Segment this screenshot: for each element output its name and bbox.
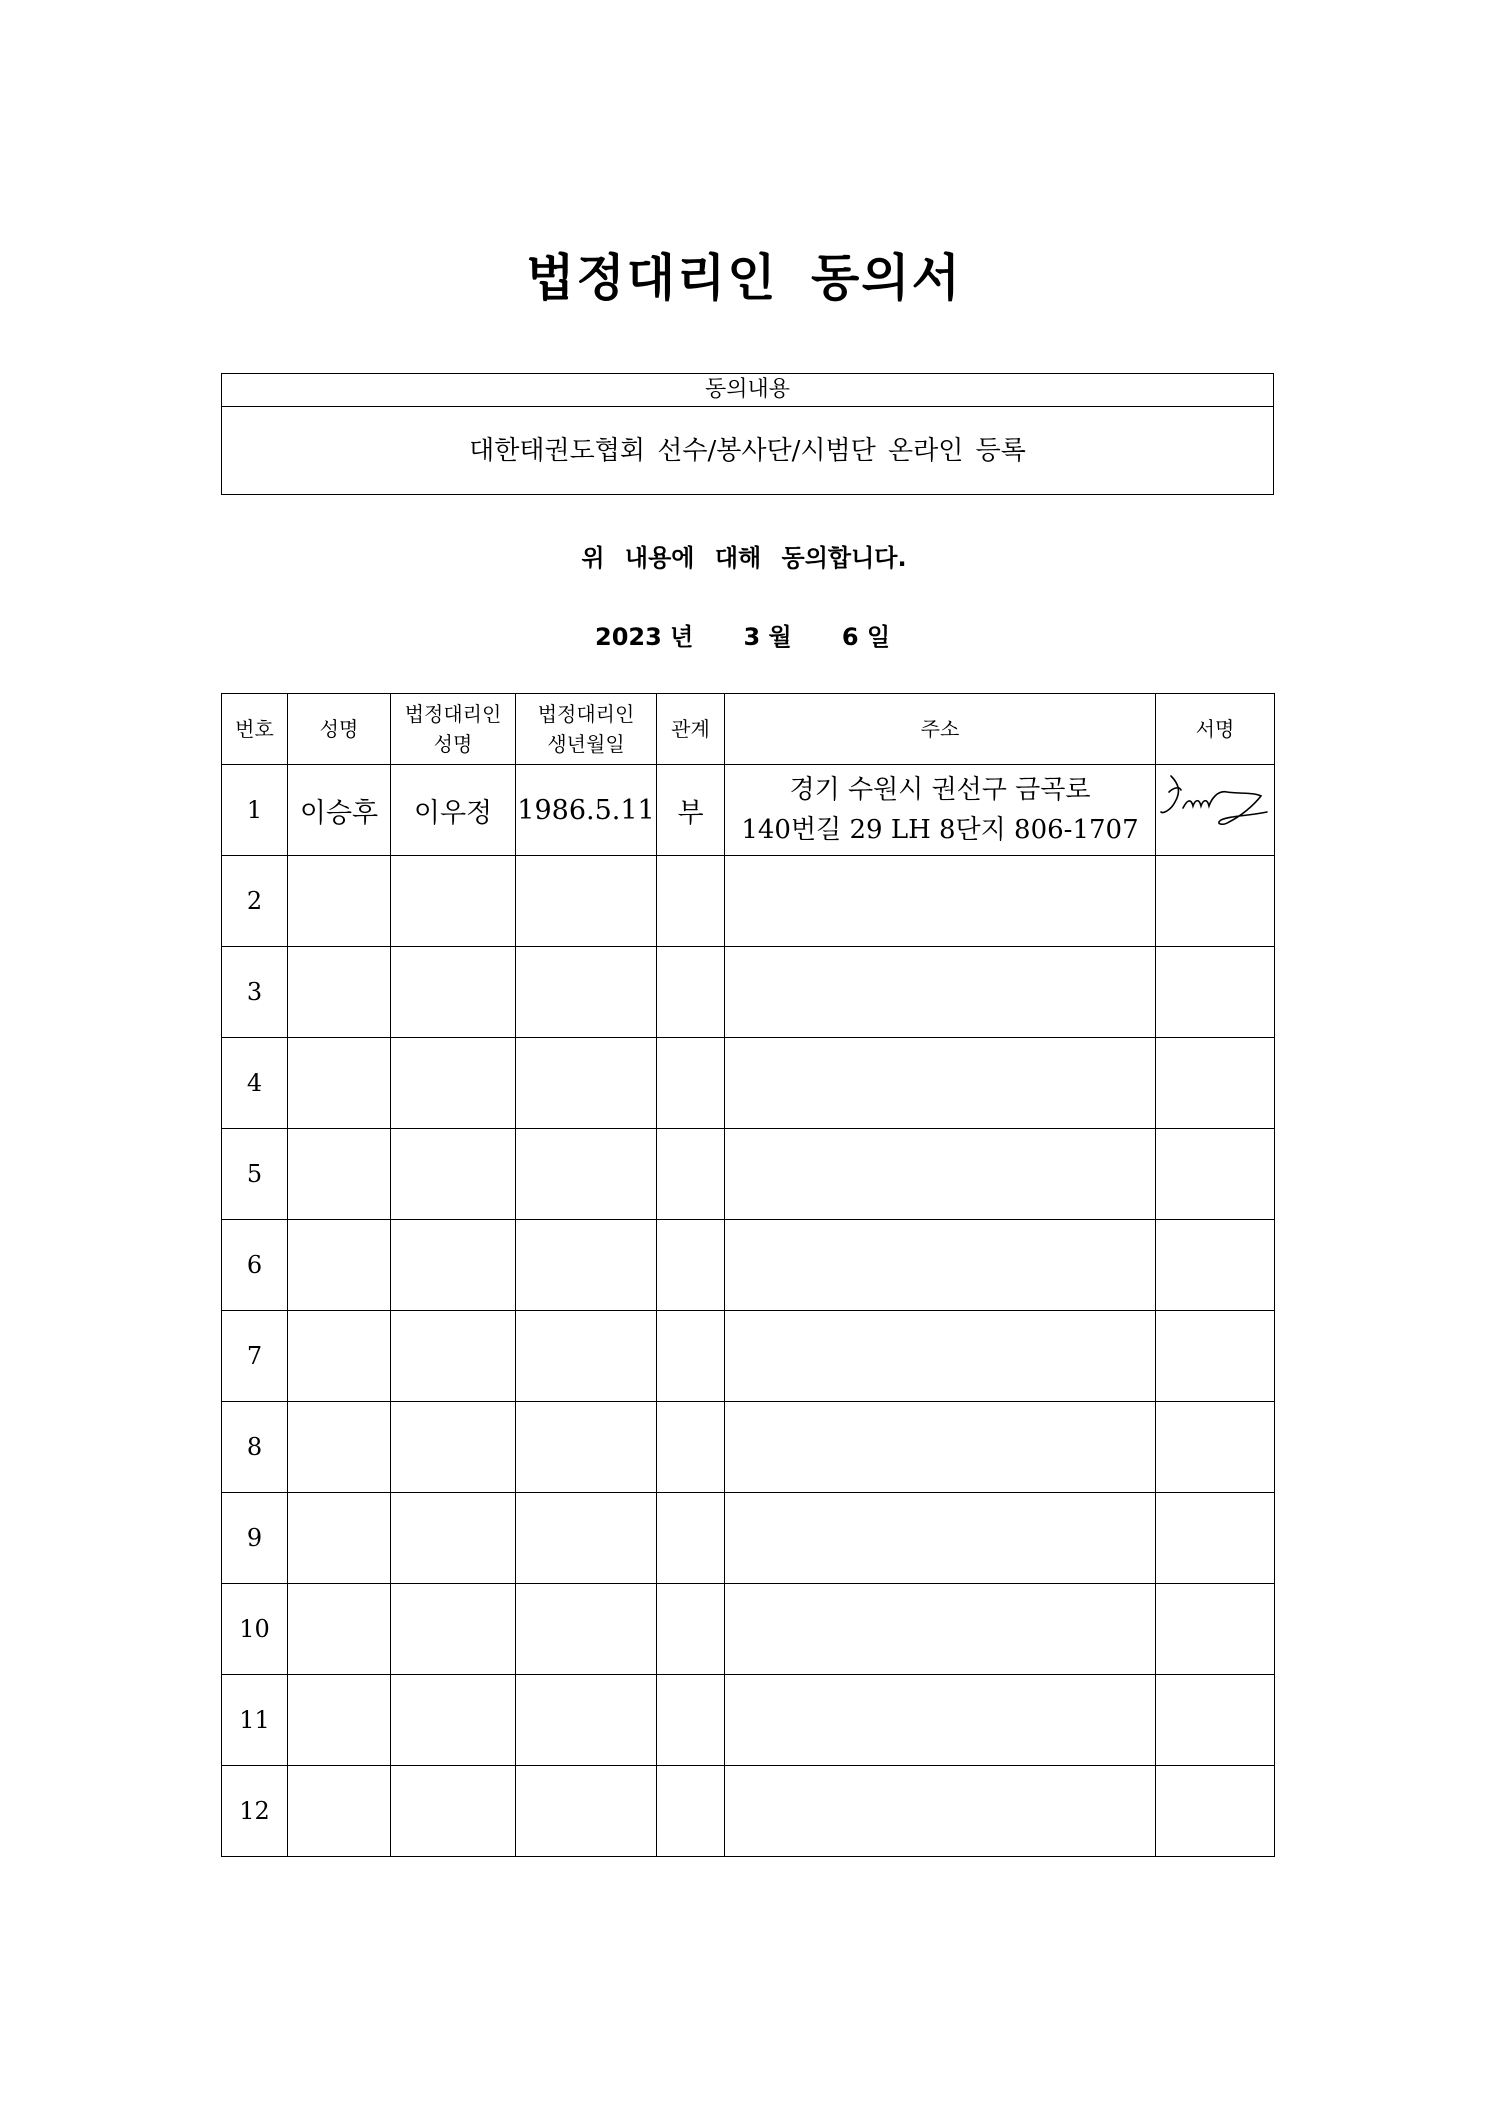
cell-no: 3: [222, 947, 288, 1038]
cell-guardian-name: [391, 1311, 516, 1402]
cell-name: 이승후: [288, 765, 391, 856]
cell-relation: [657, 856, 725, 947]
consent-box: [221, 373, 1274, 495]
cell-signature: [1156, 1402, 1275, 1493]
cell-signature: [1156, 1766, 1275, 1857]
cell-no: 8: [222, 1402, 288, 1493]
cell-signature: [1156, 1311, 1275, 1402]
date-month: 3: [743, 623, 761, 651]
table-row: [222, 1766, 1275, 1857]
header-guardian-name-line1: 법정대리인: [404, 702, 502, 726]
header-guardian-name: [391, 694, 516, 765]
cell-relation: [657, 947, 725, 1038]
table-row: [222, 765, 1275, 856]
cell-relation: [657, 1584, 725, 1675]
cell-name: [288, 1129, 391, 1220]
cell-name: [288, 947, 391, 1038]
cell-address: [725, 1584, 1156, 1675]
cell-guardian-name: [391, 1584, 516, 1675]
cell-address: [725, 1766, 1156, 1857]
header-guardian-name-line2: 성명: [433, 732, 473, 756]
table-row: [222, 947, 1275, 1038]
cell-address: [725, 1675, 1156, 1766]
table-row: [222, 1402, 1275, 1493]
cell-guardian-birth: [516, 1311, 657, 1402]
cell-guardian-name: [391, 947, 516, 1038]
cell-address: [725, 1038, 1156, 1129]
cell-guardian-birth: [516, 1220, 657, 1311]
date-line: [595, 617, 890, 652]
cell-no: 6: [222, 1220, 288, 1311]
cell-name: [288, 1311, 391, 1402]
cell-name: [288, 1675, 391, 1766]
page-title: 법정대리인 동의서: [526, 249, 962, 307]
cell-guardian-birth: [516, 947, 657, 1038]
cell-address: [725, 765, 1156, 856]
cell-guardian-birth: [516, 1584, 657, 1675]
cell-guardian-name: [391, 1402, 516, 1493]
cell-address: [725, 856, 1156, 947]
consent-header: 동의내용: [222, 374, 1273, 407]
cell-guardian-birth: [516, 1766, 657, 1857]
cell-guardian-name: 이우정: [391, 765, 516, 856]
cell-guardian-name: [391, 856, 516, 947]
cell-no: 1: [222, 765, 288, 856]
cell-guardian-birth: [516, 1402, 657, 1493]
cell-no: 9: [222, 1493, 288, 1584]
table-row: [222, 1675, 1275, 1766]
cell-guardian-birth: [516, 1493, 657, 1584]
cell-relation: 부: [657, 765, 725, 856]
header-guardian-birth-line2: 생년월일: [547, 732, 625, 756]
header-address: 주소: [725, 694, 1156, 765]
cell-address: [725, 1220, 1156, 1311]
date-year-unit: 년: [670, 623, 694, 651]
table-row: [222, 1038, 1275, 1129]
cell-guardian-birth: [516, 1038, 657, 1129]
header-no: 번호: [222, 694, 288, 765]
cell-guardian-name: [391, 1129, 516, 1220]
cell-signature: [1156, 1493, 1275, 1584]
cell-relation: [657, 1220, 725, 1311]
cell-name: [288, 1493, 391, 1584]
cell-address: [725, 1493, 1156, 1584]
cell-no: 7: [222, 1311, 288, 1402]
cell-address: [725, 1311, 1156, 1402]
header-name: 성명: [288, 694, 391, 765]
cell-relation: [657, 1311, 725, 1402]
header-signature: 서명: [1156, 694, 1275, 765]
cell-guardian-name: [391, 1675, 516, 1766]
consent-content: 대한태권도협회 선수/봉사단/시범단 온라인 등록: [469, 436, 1026, 466]
cell-name: [288, 856, 391, 947]
table-row: [222, 1220, 1275, 1311]
cell-address: [725, 947, 1156, 1038]
cell-signature: [1156, 1584, 1275, 1675]
table-row: [222, 856, 1275, 947]
cell-no: 5: [222, 1129, 288, 1220]
cell-guardian-name: [391, 1038, 516, 1129]
header-guardian-birth-line1: 법정대리인: [537, 702, 635, 726]
cell-no: 12: [222, 1766, 288, 1857]
cell-signature: [1156, 1038, 1275, 1129]
cell-relation: [657, 1675, 725, 1766]
cell-guardian-name: [391, 1220, 516, 1311]
cell-signature: [1156, 856, 1275, 947]
date-day-unit: 일: [866, 623, 891, 651]
cell-name: [288, 1220, 391, 1311]
cell-signature: [1156, 1129, 1275, 1220]
header-guardian-birth: [516, 694, 657, 765]
date-month-unit: 월: [768, 623, 792, 651]
cell-guardian-name: [391, 1766, 516, 1857]
cell-signature: [1156, 1220, 1275, 1311]
cell-no: 2: [222, 856, 288, 947]
cell-guardian-name: [391, 1493, 516, 1584]
cell-guardian-birth: [516, 856, 657, 947]
table-row: [222, 1493, 1275, 1584]
cell-signature: [1156, 947, 1275, 1038]
table-row: [222, 1129, 1275, 1220]
cell-no: 11: [222, 1675, 288, 1766]
cell-relation: [657, 1129, 725, 1220]
handwritten-signature: [1157, 770, 1273, 850]
guardian-roster-table: [221, 693, 1275, 1857]
cell-guardian-birth: [516, 1129, 657, 1220]
table-row: [222, 1584, 1275, 1675]
address-line-2: 140번길 29 LH 8단지 806-1707: [741, 815, 1139, 845]
cell-address: [725, 1129, 1156, 1220]
cell-name: [288, 1402, 391, 1493]
agreement-statement: 위 내용에 대해 동의합니다.: [581, 544, 907, 572]
cell-relation: [657, 1493, 725, 1584]
cell-no: 4: [222, 1038, 288, 1129]
cell-signature: [1156, 1675, 1275, 1766]
cell-relation: [657, 1402, 725, 1493]
cell-relation: [657, 1038, 725, 1129]
cell-no: 10: [222, 1584, 288, 1675]
cell-guardian-birth: [516, 1675, 657, 1766]
cell-signature: [1156, 765, 1275, 856]
cell-relation: [657, 1766, 725, 1857]
header-relation: 관계: [657, 694, 725, 765]
date-year: 2023: [595, 623, 662, 651]
cell-name: [288, 1038, 391, 1129]
date-day: 6: [841, 623, 859, 651]
cell-name: [288, 1766, 391, 1857]
cell-guardian-birth: 1986.5.11: [516, 765, 657, 856]
table-header-row: [222, 694, 1275, 765]
cell-address: [725, 1402, 1156, 1493]
address-line-1: 경기 수원시 권선구 금곡로: [789, 775, 1091, 805]
table-row: [222, 1311, 1275, 1402]
cell-name: [288, 1584, 391, 1675]
